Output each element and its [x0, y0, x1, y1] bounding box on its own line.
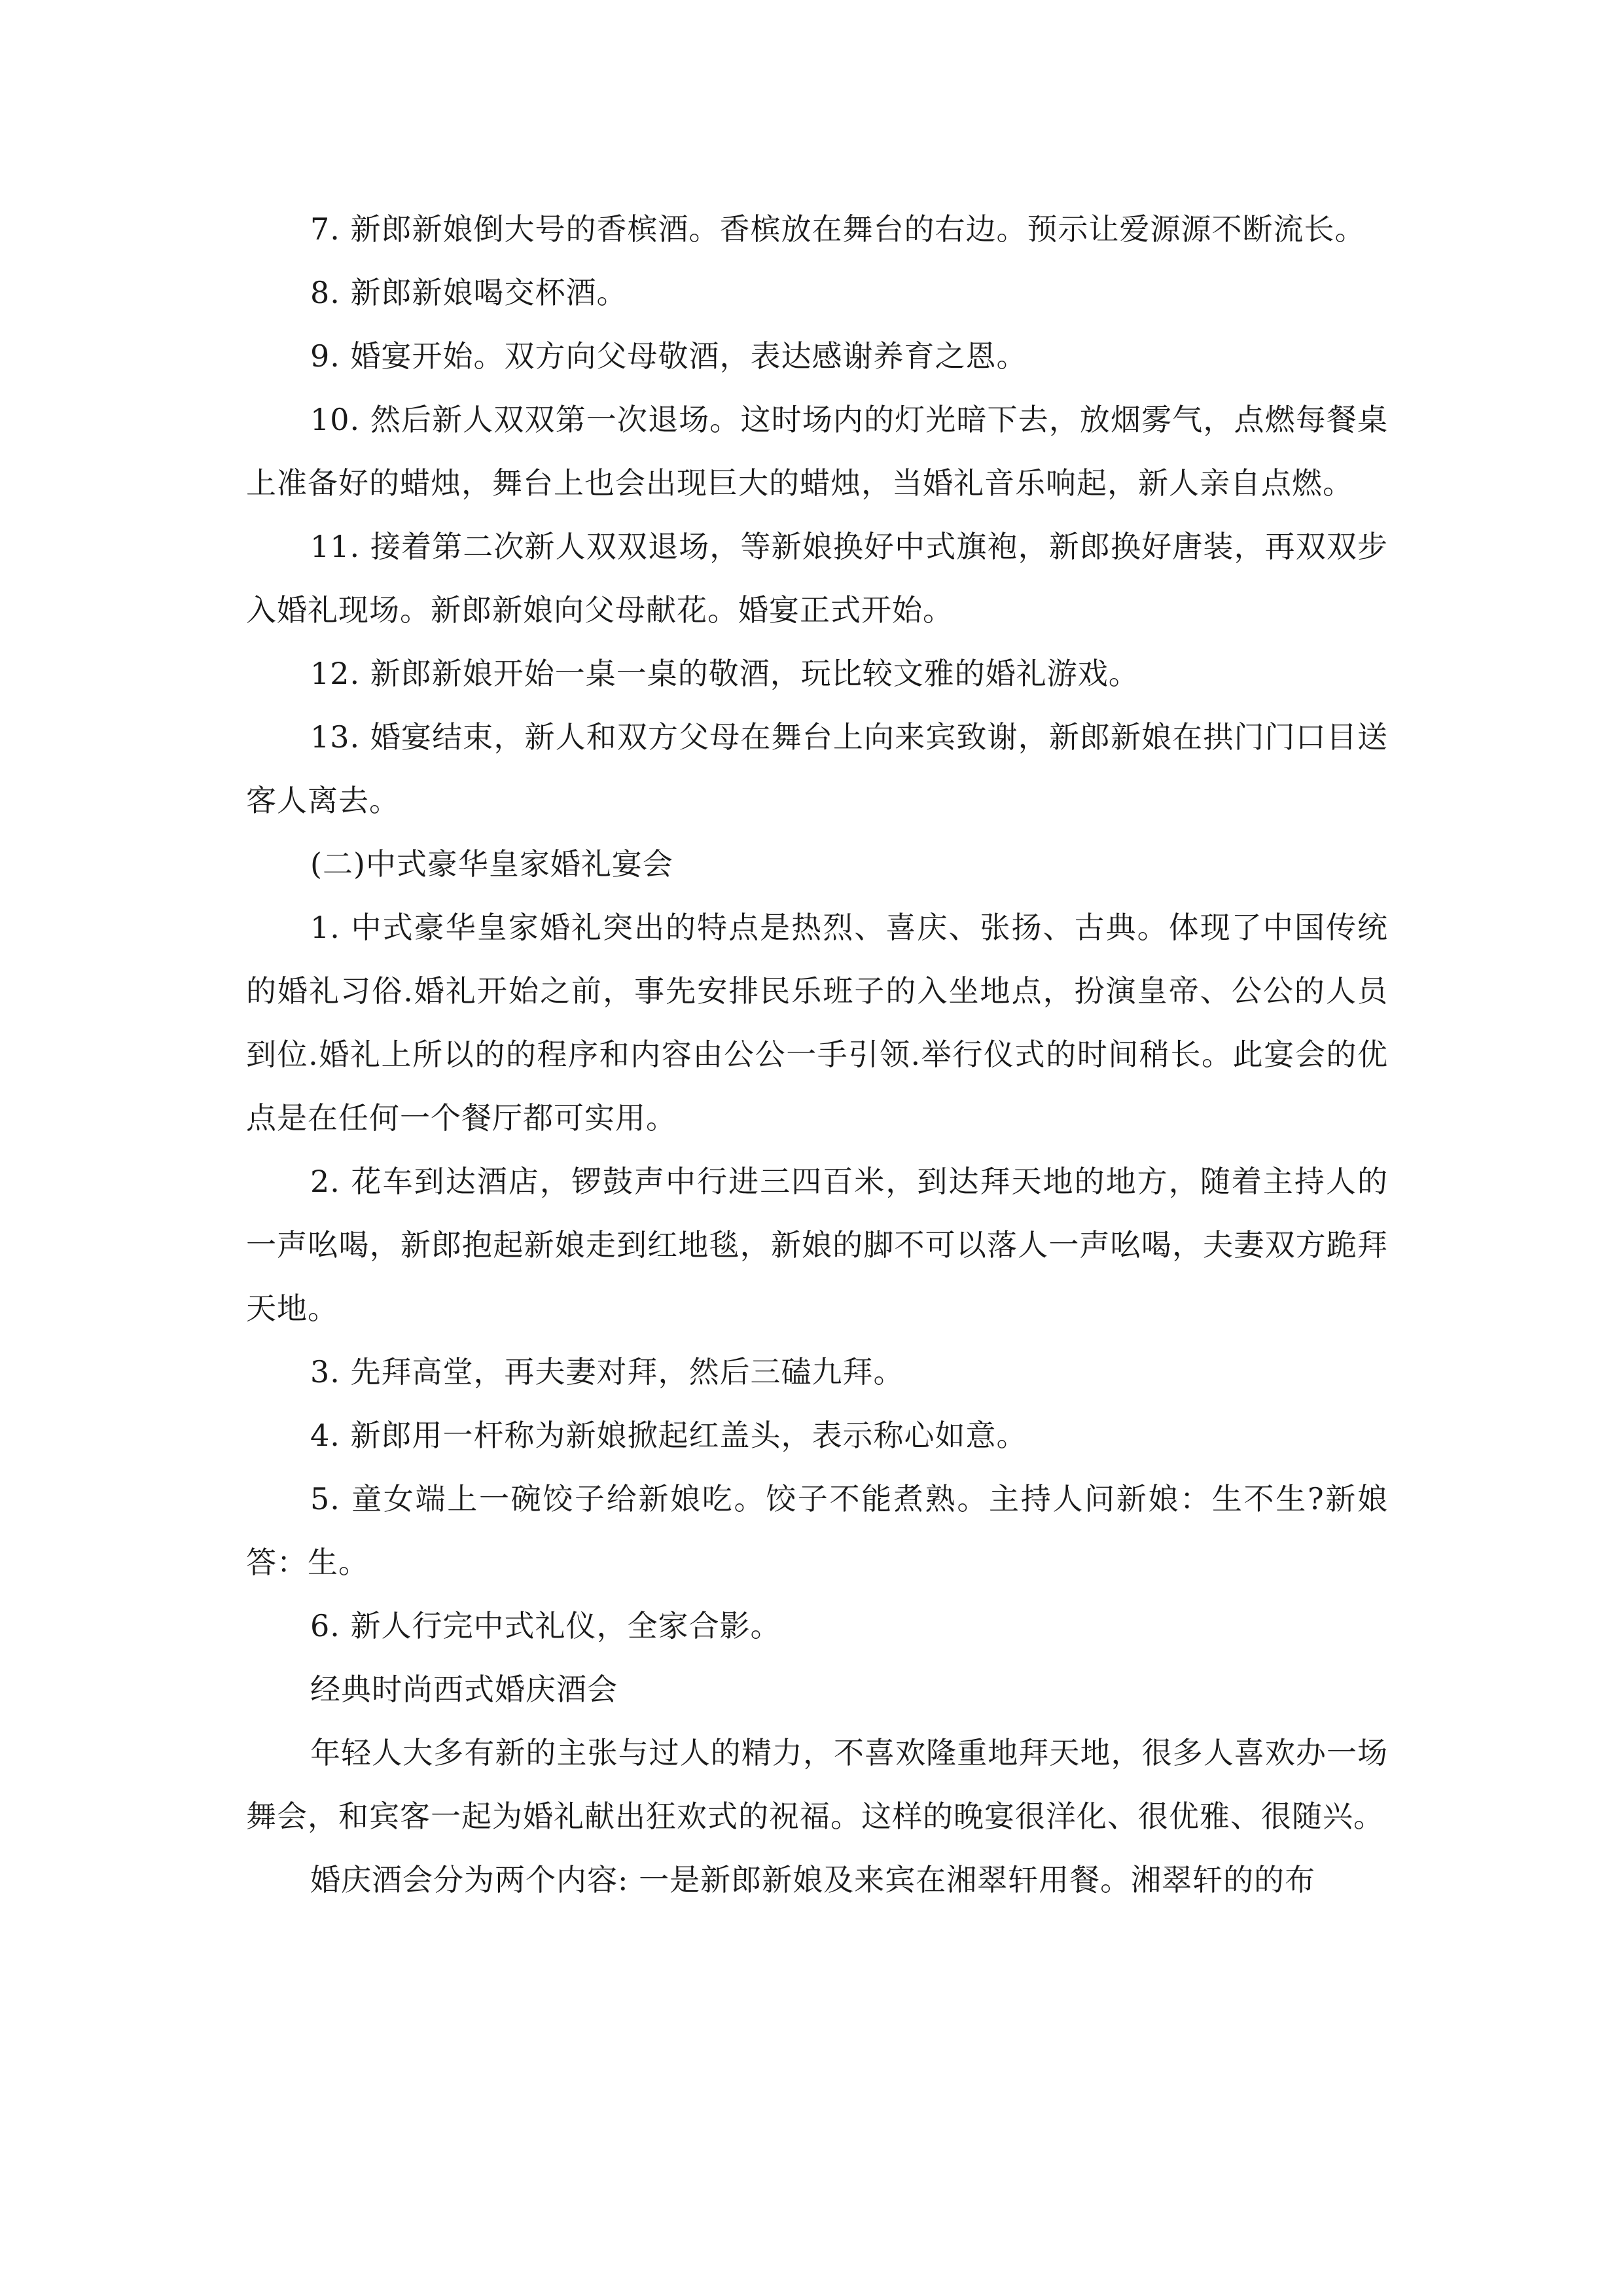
paragraph-royal-4: 4. 新郎用一杆称为新娘掀起红盖头，表示称心如意。 — [310, 1418, 1027, 1453]
paragraph-step-10: 10. 然后新人双双第一次退场。这时场内的灯光暗下去，放烟雾气，点燃每餐桌 上准备好的蜡烛，舞台上也会出现巨大的蜡烛，当婚礼音乐响起，新人亲自点燃。 — [246, 402, 1388, 501]
document-body — [246, 198, 1388, 1912]
paragraph-step-9: 9. 婚宴开始。双方向父母敬酒，表达感谢养育之恩。 — [310, 338, 1027, 374]
paragraph-royal-1: 1. 中式豪华皇家婚礼突出的特点是热烈、喜庆、张扬、古典。体现了中国传统的婚礼习俗.婚礼开始之前，事先安排民乐班子的入坐地点，扮演皇帝、公公的人员到位.婚礼上所以的的程序和内容由公公一手引领.举行仪式的时间稍长。此宴会的优点是在任何一个餐厅都可实用。 — [246, 910, 1388, 1136]
paragraph-royal-2: 2. 花车到达酒店，锣鼓声中行进三四百米，到达拜天地的地方，随着主持人的一声吆喝，新郎抱起新娘走到红地毯，新娘的脚不可以落人一声吆喝，夫妻双方跪拜天地。 — [246, 1164, 1388, 1326]
paragraph-step-13: 13. 婚宴结束，新人和双方父母在舞台上向来宾致谢，新郎新娘在拱门门口目送客人离去。 — [246, 719, 1388, 818]
paragraph-western-intro: 年轻人大多有新的主张与过人的精力，不喜欢隆重地拜天地，很多人喜欢办一场舞会，和宾客一起为婚礼献出狂欢式的祝福。这样的晚宴很洋化、很优雅、很随兴。 — [246, 1735, 1388, 1834]
paragraph-step-8: 8. 新郎新娘喝交杯酒。 — [310, 275, 628, 310]
section-heading-chinese-royal-banquet: (二)中式豪华皇家婚礼宴会 — [310, 846, 673, 882]
paragraph-royal-5: 5. 童女端上一碗饺子给新娘吃。饺子不能煮熟。主持人问新娘：生不生?新娘答：生。 — [246, 1481, 1388, 1580]
paragraph-royal-3: 3. 先拜高堂，再夫妻对拜，然后三磕九拜。 — [310, 1354, 904, 1390]
paragraph-step-12: 12. 新郎新娘开始一桌一桌的敬酒，玩比较文雅的婚礼游戏。 — [310, 656, 1139, 691]
paragraph-step-7: 7. 新郎新娘倒大号的香槟酒。香槟放在舞台的右边。预示让爱源源不断流长。 — [310, 211, 1366, 247]
paragraph-western-content: 婚庆酒会分为两个内容: 一是新郎新娘及来宾在湘翠轩用餐。湘翠轩的的布 — [310, 1862, 1316, 1897]
paragraph-step-11: 11. 接着第二次新人双双退场，等新娘换好中式旗袍，新郎换好唐装，再双双步入婚礼现场。新郎新娘向父母献花。婚宴正式开始。 — [246, 529, 1388, 628]
section-heading-western-reception: 经典时尚西式婚庆酒会 — [310, 1672, 618, 1707]
paragraph-royal-6: 6. 新人行完中式礼仪，全家合影。 — [310, 1608, 781, 1643]
